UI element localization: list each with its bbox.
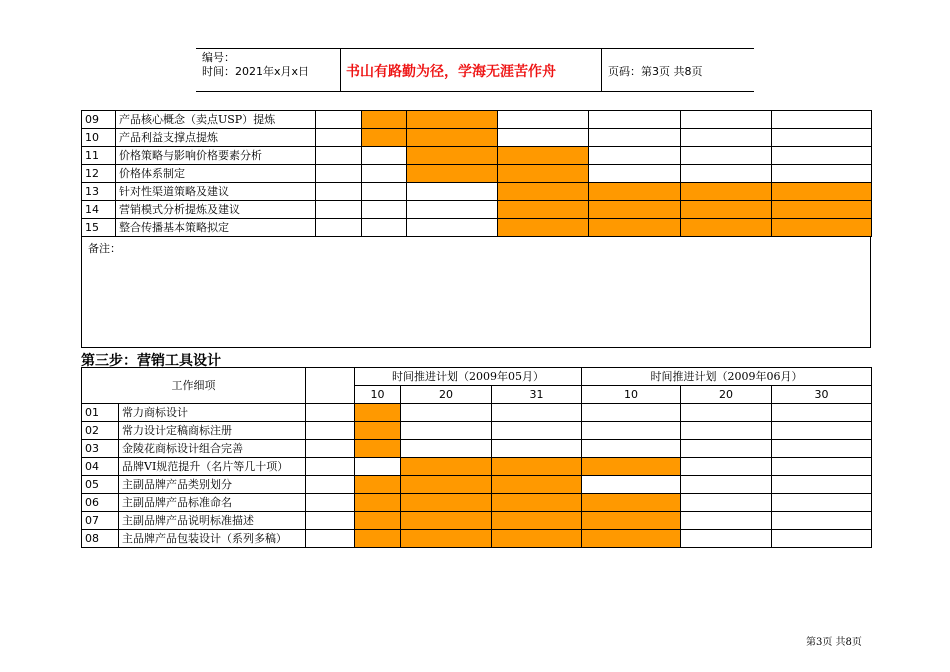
- table-row: [82, 129, 872, 147]
- work-item-header: 工作细项: [82, 368, 306, 404]
- table-row: [82, 458, 878, 476]
- gantt-empty-cell: [316, 129, 362, 147]
- gantt-empty-cell: [772, 422, 872, 440]
- row-spacer: [872, 440, 878, 458]
- gantt-empty-cell: [401, 404, 492, 422]
- row-number: 11: [82, 147, 116, 165]
- page-footer: 第3页 共8页: [806, 637, 862, 648]
- gantt-empty-cell: [306, 512, 355, 530]
- row-number: 04: [82, 458, 119, 476]
- row-number: 06: [82, 494, 119, 512]
- gantt-bar-cell: [589, 201, 681, 219]
- table-row: [82, 165, 872, 183]
- gantt-empty-cell: [582, 422, 681, 440]
- gantt-empty-cell: [681, 458, 772, 476]
- task-name: 价格体系制定: [116, 165, 316, 183]
- gantt-bar-cell: [498, 183, 589, 201]
- gantt-empty-cell: [681, 476, 772, 494]
- task-name: 整合传播基本策略拟定: [116, 219, 316, 237]
- row-number: 12: [82, 165, 116, 183]
- gantt-bar-cell: [772, 219, 872, 237]
- task-name: 常力商标设计: [119, 404, 306, 422]
- gantt-empty-cell: [498, 129, 589, 147]
- gantt-empty-cell: [582, 404, 681, 422]
- day-header: 10: [582, 386, 681, 404]
- task-name: 针对性渠道策略及建议: [116, 183, 316, 201]
- gantt-empty-cell: [362, 219, 407, 237]
- page-header: [196, 48, 754, 92]
- gantt-bar-cell: [582, 512, 681, 530]
- row-spacer: [872, 422, 878, 440]
- table-row: [82, 512, 878, 530]
- gantt-empty-cell: [681, 129, 772, 147]
- row-number: 13: [82, 183, 116, 201]
- gantt-bar-cell: [492, 512, 582, 530]
- task-name: 品牌VI规范提升（名片等几十项）: [119, 458, 306, 476]
- task-name: 主副品牌产品类别划分: [119, 476, 306, 494]
- gantt-bar-cell: [407, 147, 498, 165]
- gantt-empty-cell: [772, 476, 872, 494]
- period-header: 时间推进计划（2009年05月）: [355, 368, 582, 386]
- gantt-empty-cell: [316, 201, 362, 219]
- gantt-empty-cell: [316, 219, 362, 237]
- gantt-empty-cell: [681, 530, 772, 548]
- gantt-bar-cell: [498, 165, 589, 183]
- gantt-bar-cell: [492, 476, 582, 494]
- gantt-bar-cell: [492, 494, 582, 512]
- gantt-empty-cell: [401, 422, 492, 440]
- day-header: 20: [401, 386, 492, 404]
- task-name: 产品核心概念（卖点USP）提炼: [116, 111, 316, 129]
- gantt-bar-cell: [681, 219, 772, 237]
- gantt-empty-cell: [306, 458, 355, 476]
- gantt-empty-cell: [681, 165, 772, 183]
- row-spacer: [872, 476, 878, 494]
- gantt-empty-cell: [362, 183, 407, 201]
- gantt-bar-cell: [498, 201, 589, 219]
- gantt-bar-cell: [401, 458, 492, 476]
- gantt-bar-cell: [498, 219, 589, 237]
- gantt-empty-cell: [306, 530, 355, 548]
- notes-label: 备注：: [88, 242, 121, 255]
- gantt-empty-cell: [772, 440, 872, 458]
- table-row: [82, 440, 878, 458]
- row-spacer: [872, 458, 878, 476]
- gantt-bar-cell: [355, 494, 401, 512]
- gantt-empty-cell: [407, 219, 498, 237]
- gantt-empty-cell: [589, 111, 681, 129]
- gantt-bar-cell: [355, 422, 401, 440]
- gantt-empty-cell: [772, 129, 872, 147]
- gantt-empty-cell: [681, 422, 772, 440]
- row-number: 02: [82, 422, 119, 440]
- gantt-empty-cell: [582, 476, 681, 494]
- gantt-empty-cell: [492, 440, 582, 458]
- table-row: [82, 201, 872, 219]
- task-name: 主副品牌产品说明标准描述: [119, 512, 306, 530]
- time-label: 时间：2021年x月x日: [202, 65, 310, 78]
- header-motto: 书山有路勤为径，学海无涯苦作舟: [346, 64, 556, 80]
- gantt-empty-cell: [316, 147, 362, 165]
- day-header: 20: [681, 386, 772, 404]
- gantt-empty-cell: [362, 201, 407, 219]
- gantt-bar-cell: [355, 512, 401, 530]
- task-name: 常力设计定稿商标注册: [119, 422, 306, 440]
- header-spacer: [306, 368, 355, 404]
- gantt-empty-cell: [401, 440, 492, 458]
- table-row: [82, 111, 872, 129]
- gantt-empty-cell: [407, 183, 498, 201]
- gantt-empty-cell: [681, 440, 772, 458]
- gantt-bar-cell: [492, 458, 582, 476]
- task-name: 产品利益支撑点提炼: [116, 129, 316, 147]
- gantt-empty-cell: [772, 494, 872, 512]
- table-row: [82, 404, 878, 422]
- gantt-empty-cell: [582, 440, 681, 458]
- gantt-bar-cell: [401, 530, 492, 548]
- gantt-empty-cell: [316, 165, 362, 183]
- table-row: [82, 494, 878, 512]
- gantt-empty-cell: [306, 440, 355, 458]
- table-row: [82, 422, 878, 440]
- row-spacer: [872, 512, 878, 530]
- gantt-empty-cell: [681, 404, 772, 422]
- serial-label: 编号：: [202, 51, 235, 64]
- gantt-empty-cell: [772, 111, 872, 129]
- day-header: 31: [492, 386, 582, 404]
- gantt-bar-cell: [355, 404, 401, 422]
- gantt-bar-cell: [401, 512, 492, 530]
- row-spacer: [872, 530, 878, 548]
- gantt-bar-cell: [772, 183, 872, 201]
- row-number: 09: [82, 111, 116, 129]
- gantt-bar-cell: [498, 147, 589, 165]
- row-number: 14: [82, 201, 116, 219]
- gantt-empty-cell: [681, 494, 772, 512]
- gantt-empty-cell: [492, 422, 582, 440]
- gantt-empty-cell: [772, 404, 872, 422]
- gantt-bar-cell: [355, 476, 401, 494]
- schedule-table-step3: [81, 367, 878, 548]
- gantt-empty-cell: [492, 404, 582, 422]
- gantt-bar-cell: [589, 183, 681, 201]
- table-row: [82, 219, 872, 237]
- gantt-empty-cell: [362, 147, 407, 165]
- header-spacer: [872, 368, 878, 404]
- header-page-label: 页码：第3页 共8页: [608, 65, 703, 78]
- gantt-empty-cell: [407, 201, 498, 219]
- task-name: 主副品牌产品标准命名: [119, 494, 306, 512]
- gantt-empty-cell: [589, 129, 681, 147]
- gantt-bar-cell: [362, 129, 407, 147]
- gantt-empty-cell: [681, 512, 772, 530]
- gantt-bar-cell: [401, 476, 492, 494]
- table-row: [82, 183, 872, 201]
- schedule-table-step2: [81, 110, 872, 237]
- task-name: 金陵花商标设计组合完善: [119, 440, 306, 458]
- gantt-bar-cell: [492, 530, 582, 548]
- gantt-bar-cell: [589, 219, 681, 237]
- gantt-bar-cell: [582, 494, 681, 512]
- day-header: 10: [355, 386, 401, 404]
- gantt-empty-cell: [772, 512, 872, 530]
- gantt-empty-cell: [772, 458, 872, 476]
- row-number: 07: [82, 512, 119, 530]
- table-row: [82, 476, 878, 494]
- task-name: 营销模式分析提炼及建议: [116, 201, 316, 219]
- gantt-bar-cell: [401, 494, 492, 512]
- header-meta: [202, 51, 309, 79]
- day-header: 30: [772, 386, 872, 404]
- gantt-bar-cell: [772, 201, 872, 219]
- gantt-empty-cell: [772, 530, 872, 548]
- notes-box: [81, 237, 871, 348]
- gantt-empty-cell: [306, 422, 355, 440]
- row-number: 08: [82, 530, 119, 548]
- section-title: 第三步：营销工具设计: [81, 353, 221, 369]
- gantt-empty-cell: [772, 147, 872, 165]
- gantt-empty-cell: [589, 165, 681, 183]
- gantt-empty-cell: [681, 147, 772, 165]
- gantt-empty-cell: [362, 165, 407, 183]
- table-row: [82, 530, 878, 548]
- gantt-empty-cell: [306, 404, 355, 422]
- gantt-bar-cell: [407, 165, 498, 183]
- header-divider: [601, 49, 602, 91]
- gantt-empty-cell: [589, 147, 681, 165]
- gantt-empty-cell: [306, 476, 355, 494]
- row-spacer: [872, 494, 878, 512]
- gantt-bar-cell: [362, 111, 407, 129]
- table-row: [82, 147, 872, 165]
- row-number: 10: [82, 129, 116, 147]
- task-name: 主品牌产品包装设计（系列多稿）: [119, 530, 306, 548]
- row-number: 03: [82, 440, 119, 458]
- gantt-bar-cell: [407, 129, 498, 147]
- period-header: 时间推进计划（2009年06月）: [582, 368, 872, 386]
- gantt-empty-cell: [316, 183, 362, 201]
- header-divider: [340, 49, 341, 91]
- gantt-bar-cell: [582, 458, 681, 476]
- row-number: 01: [82, 404, 119, 422]
- gantt-bar-cell: [681, 183, 772, 201]
- row-number: 05: [82, 476, 119, 494]
- gantt-empty-cell: [355, 458, 401, 476]
- gantt-bar-cell: [355, 440, 401, 458]
- task-name: 价格策略与影响价格要素分析: [116, 147, 316, 165]
- gantt-empty-cell: [772, 165, 872, 183]
- gantt-empty-cell: [681, 111, 772, 129]
- gantt-bar-cell: [681, 201, 772, 219]
- gantt-empty-cell: [498, 111, 589, 129]
- row-number: 15: [82, 219, 116, 237]
- header-row: [82, 368, 878, 386]
- row-spacer: [872, 404, 878, 422]
- gantt-bar-cell: [355, 530, 401, 548]
- gantt-empty-cell: [306, 494, 355, 512]
- gantt-bar-cell: [582, 530, 681, 548]
- gantt-bar-cell: [407, 111, 498, 129]
- gantt-empty-cell: [316, 111, 362, 129]
